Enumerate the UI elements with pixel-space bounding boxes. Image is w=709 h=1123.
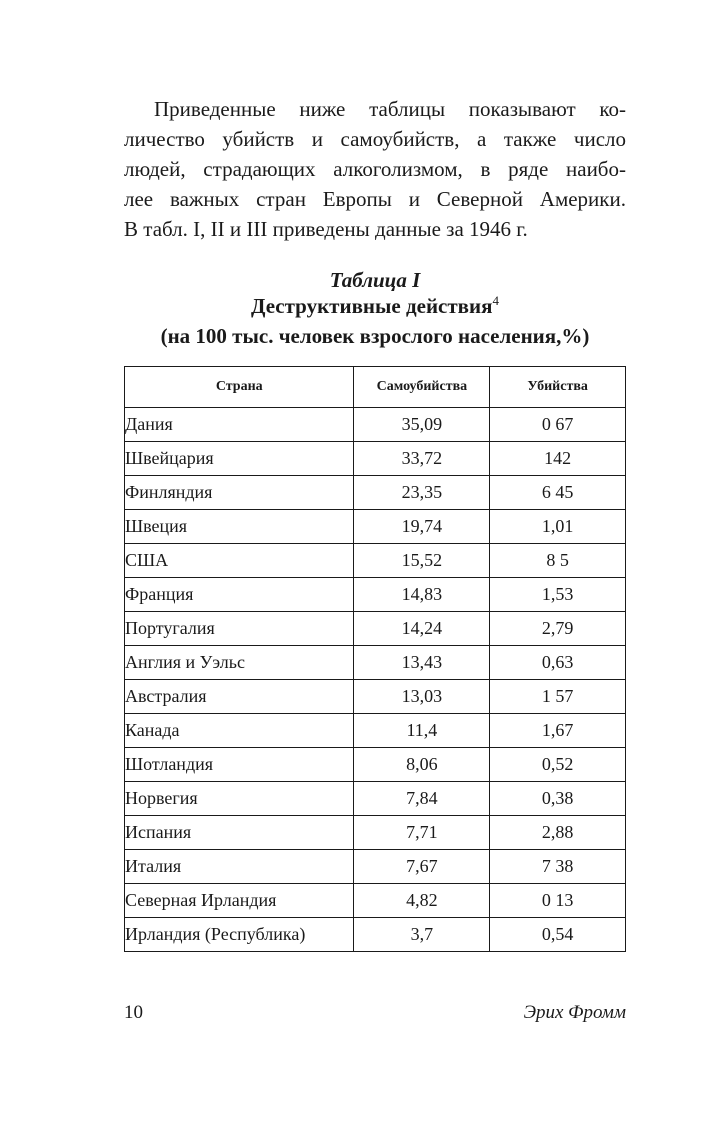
- suicides-cell: 23,35: [354, 476, 490, 510]
- table-row: [125, 578, 626, 612]
- paragraph-line: людей, страдающих алкоголизмом, в ряде наибо-: [124, 157, 626, 181]
- country-cell: Канада: [125, 714, 354, 748]
- table-row: [125, 680, 626, 714]
- homicides-cell: 1 57: [490, 680, 626, 714]
- suicides-cell: 13,43: [354, 646, 490, 680]
- homicides-cell: 1,67: [490, 714, 626, 748]
- homicides-cell: 8 5: [490, 544, 626, 578]
- suicides-cell: 11,4: [354, 714, 490, 748]
- paragraph-line: В табл. I, II и III приведены данные за 1946 г.: [124, 217, 528, 241]
- homicides-cell: 0,38: [490, 782, 626, 816]
- suicides-cell: 33,72: [354, 442, 490, 476]
- suicides-cell: 19,74: [354, 510, 490, 544]
- homicides-cell: 142: [490, 442, 626, 476]
- suicides-cell: 7,71: [354, 816, 490, 850]
- country-cell: Португалия: [125, 612, 354, 646]
- footnote-marker: 4: [492, 293, 499, 308]
- table-row: [125, 476, 626, 510]
- table-row: [125, 442, 626, 476]
- homicides-cell: 0 13: [490, 884, 626, 918]
- homicides-cell: 1,53: [490, 578, 626, 612]
- country-cell: Испания: [125, 816, 354, 850]
- intro-paragraph: [124, 94, 626, 244]
- country-cell: Англия и Уэльс: [125, 646, 354, 680]
- suicides-cell: 7,67: [354, 850, 490, 884]
- destructive-actions-table: [124, 366, 626, 952]
- homicides-cell: 0 67: [490, 408, 626, 442]
- table-subtitle: (на 100 тыс. человек взрослого населения,%): [160, 324, 590, 348]
- table-row: [125, 782, 626, 816]
- country-cell: Северная Ирландия: [125, 884, 354, 918]
- table-row: [125, 612, 626, 646]
- paragraph-line: Приведенные ниже таблицы показывают ко-: [154, 97, 626, 121]
- table-row: [125, 748, 626, 782]
- country-cell: Ирландия (Республика): [125, 918, 354, 952]
- table-row: [125, 544, 626, 578]
- column-header-country: Страна: [125, 367, 354, 408]
- table-row: [125, 408, 626, 442]
- paragraph-line: лее важных стран Европы и Северной Америки.: [124, 187, 626, 211]
- column-header-homicides: Убийства: [490, 367, 626, 408]
- country-cell: Швейцария: [125, 442, 354, 476]
- suicides-cell: 14,83: [354, 578, 490, 612]
- country-cell: Норвегия: [125, 782, 354, 816]
- homicides-cell: 2,79: [490, 612, 626, 646]
- suicides-cell: 3,7: [354, 918, 490, 952]
- table-row: [125, 850, 626, 884]
- table-row: [125, 884, 626, 918]
- homicides-cell: 0,54: [490, 918, 626, 952]
- country-cell: Австралия: [125, 680, 354, 714]
- country-cell: Дания: [125, 408, 354, 442]
- column-header-suicides: Самоубийства: [354, 367, 490, 408]
- table-label: Таблица I: [329, 268, 421, 292]
- table-row: [125, 918, 626, 952]
- table-header-row: [125, 367, 626, 408]
- table-row: [125, 646, 626, 680]
- homicides-cell: 1,01: [490, 510, 626, 544]
- table-row: [125, 714, 626, 748]
- country-cell: Шотландия: [125, 748, 354, 782]
- page-number: 10: [124, 1002, 143, 1023]
- suicides-cell: 4,82: [354, 884, 490, 918]
- table-row: [125, 816, 626, 850]
- suicides-cell: 7,84: [354, 782, 490, 816]
- homicides-cell: 0,52: [490, 748, 626, 782]
- country-cell: Финляндия: [125, 476, 354, 510]
- table-name: [124, 294, 626, 319]
- homicides-cell: 6 45: [490, 476, 626, 510]
- suicides-cell: 8,06: [354, 748, 490, 782]
- country-cell: Италия: [125, 850, 354, 884]
- suicides-cell: 13,03: [354, 680, 490, 714]
- table-row: [125, 510, 626, 544]
- author-running-footer: Эрих Фромм: [523, 1002, 626, 1023]
- country-cell: Франция: [125, 578, 354, 612]
- paragraph-line: личество убийств и самоубийств, а также число: [124, 127, 626, 151]
- suicides-cell: 35,09: [354, 408, 490, 442]
- homicides-cell: 2,88: [490, 816, 626, 850]
- homicides-cell: 0,63: [490, 646, 626, 680]
- country-cell: Швеция: [125, 510, 354, 544]
- homicides-cell: 7 38: [490, 850, 626, 884]
- country-cell: США: [125, 544, 354, 578]
- suicides-cell: 15,52: [354, 544, 490, 578]
- suicides-cell: 14,24: [354, 612, 490, 646]
- table-name-text: Деструктивные действия: [251, 294, 493, 318]
